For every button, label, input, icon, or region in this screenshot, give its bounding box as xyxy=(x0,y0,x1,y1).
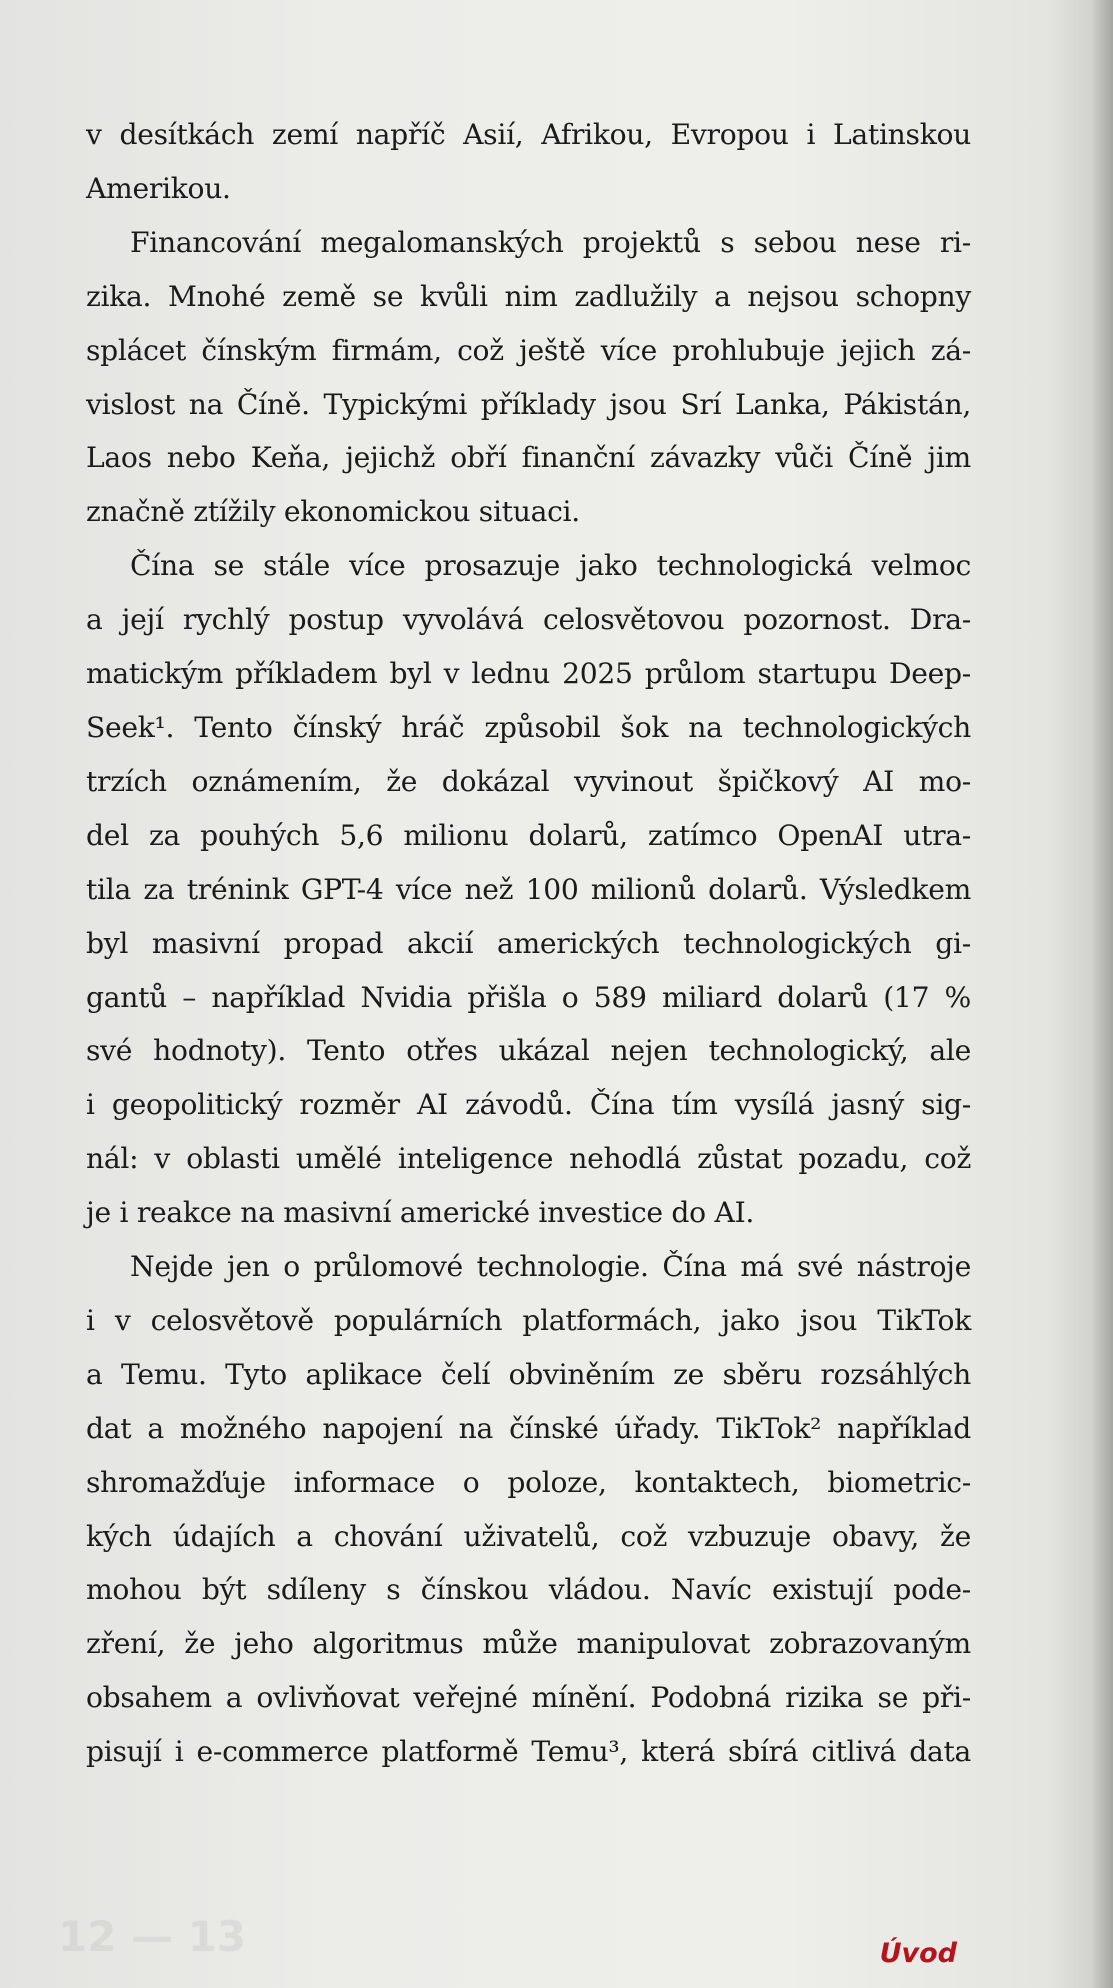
text-line: v desítkách zemí napříč Asií, Afrikou, Evropou i Latinskou xyxy=(86,118,971,151)
text-line: Čína se stále více prosazuje jako technologická velmoc xyxy=(130,549,971,583)
text-line: Amerikou. xyxy=(86,171,231,205)
text-line: vislost na Číně. Typickými příklady jsou Srí Lanka, Pákistán, xyxy=(86,387,971,421)
text-line: tila za trénink GPT-4 více než 100 milionů dolarů. Výsledkem xyxy=(86,872,971,906)
text-line: je i reakce na masivní americké investice do AI. xyxy=(86,1196,755,1230)
running-footer-section: Úvod xyxy=(879,1938,957,1969)
text-line: kých údajích a chování uživatelů, což vzbuzuje obavy, že xyxy=(86,1519,971,1553)
text-line: Seek¹. Tento čínský hráč způsobil šok na technologických xyxy=(86,710,971,744)
text-line: gantů – například Nvidia přišla o 589 miliard dolarů (17 % xyxy=(86,980,971,1014)
text-line: pisují i e-commerce platformě Temu³, která sbírá citlivá data xyxy=(86,1735,971,1769)
text-line: a Temu. Tyto aplikace čelí obviněním ze sběru rozsáhlých xyxy=(86,1357,971,1391)
text-line: zika. Mnohé země se kvůli nim zadlužily a nejsou schopny xyxy=(86,279,971,313)
paragraph xyxy=(86,539,971,1240)
paragraph xyxy=(86,1240,971,1779)
text-line: své hodnoty). Tento otřes ukázal nejen technologický, ale xyxy=(86,1034,971,1068)
body-text xyxy=(86,108,971,1779)
text-line: obsahem a ovlivňovat veřejné mínění. Podobná rizika se při- xyxy=(86,1681,971,1715)
text-line: zření, že jeho algoritmus může manipulovat zobrazovaným xyxy=(86,1627,971,1661)
text-line: splácet čínským firmám, což ještě více prohlubuje jejich zá- xyxy=(86,333,971,367)
show-through-folio: 12 — 13 xyxy=(58,1912,247,1961)
text-line: a její rychlý postup vyvolává celosvětovou pozornost. Dra- xyxy=(86,603,971,637)
text-line: Nejde jen o průlomové technologie. Čína má své nástroje xyxy=(130,1250,971,1284)
text-line: trzích oznámením, že dokázal vyvinout špičkový AI mo- xyxy=(86,764,971,798)
text-line: Laos nebo Keňa, jejichž obří finanční závazky vůči Číně jim xyxy=(86,441,971,475)
text-line: del za pouhých 5,6 milionu dolarů, zatímco OpenAI utra- xyxy=(86,818,971,852)
text-line: i geopolitický rozměr AI závodů. Čína tím vysílá jasný sig- xyxy=(86,1088,971,1122)
paragraph xyxy=(86,108,971,216)
text-line: shromažďuje informace o poloze, kontaktech, biometric- xyxy=(86,1465,971,1499)
paragraph xyxy=(86,216,971,539)
text-line: i v celosvětově populárních platformách, jako jsou TikTok xyxy=(86,1303,971,1337)
text-line: byl masivní propad akcií amerických technologických gi- xyxy=(86,926,971,960)
text-line: mohou být sdíleny s čínskou vládou. Navíc existují pode- xyxy=(86,1573,971,1607)
text-line: značně ztížily ekonomickou situaci. xyxy=(86,495,580,529)
text-line: Financování megalomanských projektů s sebou nese ri- xyxy=(130,225,971,259)
text-line: dat a možného napojení na čínské úřady. TikTok² například xyxy=(86,1411,971,1445)
text-line: matickým příkladem byl v lednu 2025 průlom startupu Deep- xyxy=(86,657,971,691)
text-line: nál: v oblasti umělé inteligence nehodlá zůstat pozadu, což xyxy=(86,1142,971,1176)
page-edge-shadow xyxy=(1091,0,1113,1988)
